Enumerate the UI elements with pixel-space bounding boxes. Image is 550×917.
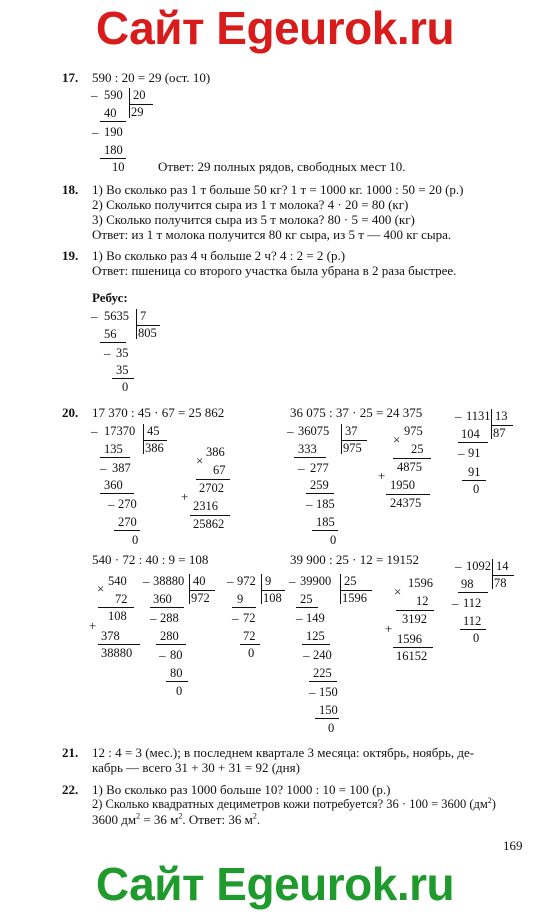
site-banner-top[interactable]: Сайт Egeurok.ru: [95, 2, 455, 54]
problem-18-line: 2) Сколько получится сыра из 1 т молока? 4 · 20 = 80 (кг): [92, 197, 409, 212]
problem-22-answer: 3600 $дм^2 = 36$ $м^2$. Ответ: 36 $м^2$.: [92, 811, 261, 827]
problem-22-line-1: 1) Во сколько раз 1000 больше 10? 1000 : 10 = 100 (р.): [92, 782, 391, 797]
problem-20-expression-c: 540 · 72 : 40 : 9 = 108: [92, 552, 209, 567]
problem-20-expression-b: 36 075 : 37 · 25 = 24 375: [290, 405, 423, 420]
problem-17-number: 17.: [62, 70, 79, 85]
problem-17-expression: 590 : 20 = 29 (ост. 10): [92, 70, 211, 85]
problem-20-expression-a: 17 370 : 45 · 67 = 25 862: [92, 405, 225, 420]
problem-22-number: 22.: [62, 782, 79, 797]
problem-22-line-2: 2) Сколько квадратных дециметров кожи потребуется? 36 · 100 = 3600 $(дм^2)$: [92, 795, 496, 811]
problem-19-answer: Ответ: пшеница со второго участка была убрана в 2 раза быстрее.: [92, 263, 457, 278]
problem-21-line: кабрь — всего 31 + 30 + 31 = 92 (дня): [92, 760, 300, 775]
problem-18-answer: Ответ: из 1 т молока получится 80 кг сыра, из 5 т — 400 кг сыра.: [92, 227, 452, 242]
page-number: 169: [503, 838, 523, 853]
problem-19-number: 19.: [62, 248, 79, 263]
rebus-title: Ребус:: [92, 290, 128, 305]
problem-17-answer: Ответ: 29 полных рядов, свободных мест 10.: [158, 159, 406, 174]
problem-18-number: 18.: [62, 182, 79, 197]
site-banner-bottom[interactable]: Сайт Egeurok.ru: [95, 858, 455, 910]
problem-20-expression-d: 39 900 : 25 · 12 = 19152: [290, 552, 420, 567]
problem-20-number: 20.: [62, 405, 79, 420]
problem-19-line: 1) Во сколько раз 4 ч больше 2 ч? 4 : 2 = 2 (р.): [92, 248, 346, 263]
problem-18-line: 3) Сколько получится сыра из 5 т молока? 80 · 5 = 400 (кг): [92, 212, 415, 227]
problem-18-line: 1) Во сколько раз 1 т больше 50 кг? 1 т = 1000 кг. 1000 : 50 = 20 (р.): [92, 182, 464, 197]
problem-21-line: 12 : 4 = 3 (мес.); в последнем квартале 3 месяца: октябрь, ноябрь, де-: [92, 745, 475, 760]
problem-21-number: 21.: [62, 745, 79, 760]
